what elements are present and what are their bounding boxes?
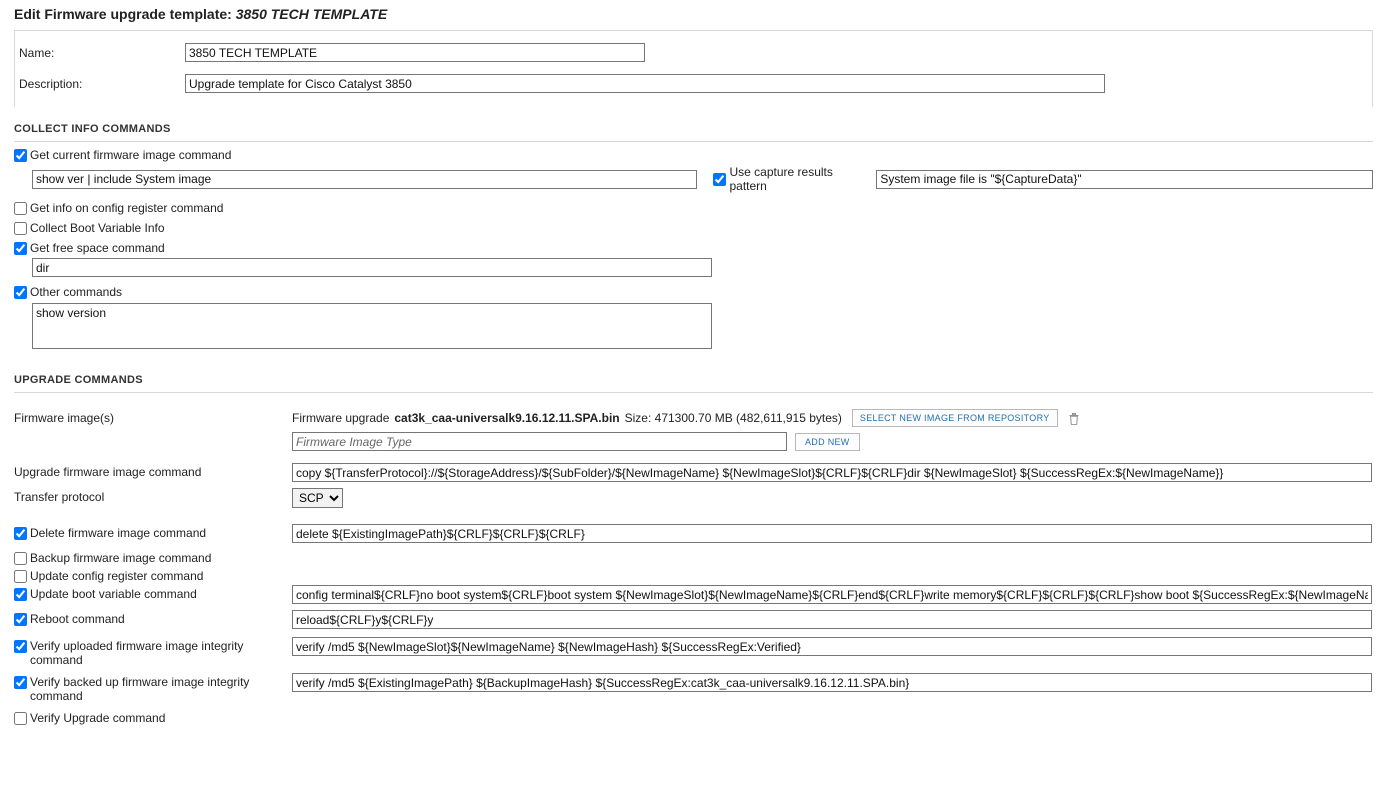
get-current-firmware-row (14, 148, 1373, 162)
upgrade-firmware-command-input[interactable] (292, 463, 1372, 482)
verify-uploaded-checkbox[interactable] (14, 640, 27, 653)
description-label: Description: (19, 76, 83, 91)
update-boot-variable-row (14, 585, 1373, 604)
other-commands-checkbox[interactable] (14, 286, 27, 299)
page-title-template-name: 3850 TECH TEMPLATE (235, 6, 388, 22)
firmware-images-label: Firmware image(s) (14, 411, 115, 425)
config-register-row (14, 201, 1373, 215)
backup-firmware-command-label-group (14, 549, 292, 565)
other-commands-row (14, 285, 1373, 299)
verify-backed-up-input[interactable] (292, 673, 1372, 692)
page-title (0, 0, 1387, 30)
reboot-command-checkbox[interactable] (14, 613, 27, 626)
verify-upgrade-label[interactable]: Verify Upgrade command (30, 711, 166, 725)
free-space-field-row (14, 258, 1373, 277)
reboot-command-row (14, 610, 1373, 629)
verify-uploaded-input[interactable] (292, 637, 1372, 656)
get-current-firmware-label[interactable]: Get current firmware image command (30, 148, 232, 162)
use-capture-results-label[interactable]: Use capture results pattern (729, 165, 833, 193)
transfer-protocol-label: Transfer protocol (14, 490, 105, 504)
upgrade-firmware-command-label: Upgrade firmware image command (14, 465, 202, 479)
firmware-image-size: Size: 471300.70 MB (482,611,915 bytes) (624, 411, 842, 425)
other-commands-label[interactable]: Other commands (30, 285, 123, 299)
update-boot-variable-checkbox[interactable] (14, 588, 27, 601)
delete-firmware-command-label[interactable]: Delete firmware image command (30, 526, 207, 540)
update-config-register-checkbox[interactable] (14, 570, 27, 583)
upgrade-section-title: UPGRADE COMMANDS (14, 374, 1373, 393)
select-new-image-button[interactable]: SELECT NEW IMAGE FROM REPOSITORY (852, 409, 1058, 427)
description-row (15, 72, 1372, 95)
reboot-command-label[interactable]: Reboot command (30, 612, 125, 626)
backup-firmware-command-checkbox[interactable] (14, 552, 27, 565)
other-commands-textarea[interactable] (32, 303, 712, 349)
delete-firmware-command-label-group (14, 524, 292, 540)
config-register-label[interactable]: Get info on config register command (30, 201, 224, 215)
update-config-register-label[interactable]: Update config register command (30, 569, 204, 583)
firmware-image-filename: cat3k_caa-universalk9.16.12.11.SPA.bin (394, 411, 620, 425)
verify-backed-up-label[interactable]: Verify backed up firmware image integrity command (30, 675, 250, 703)
reboot-command-label-group (14, 610, 292, 626)
name-label: Name: (19, 45, 55, 60)
collect-info-section (14, 148, 1373, 352)
verify-uploaded-label-group (14, 637, 292, 667)
verify-upgrade-checkbox[interactable] (14, 712, 27, 725)
backup-firmware-command-label[interactable]: Backup firmware image command (30, 551, 212, 565)
verify-backed-up-row (14, 673, 1373, 703)
update-boot-variable-label-group (14, 585, 292, 601)
free-space-row (14, 241, 1373, 255)
boot-variable-label[interactable]: Collect Boot Variable Info (30, 221, 165, 235)
verify-backed-up-checkbox[interactable] (14, 676, 27, 689)
transfer-protocol-row (14, 488, 1373, 508)
firmware-upgrade-prefix: Firmware upgrade (292, 411, 390, 425)
boot-variable-row (14, 221, 1373, 235)
name-input[interactable] (185, 43, 645, 62)
firmware-images-row (14, 409, 1373, 451)
get-current-firmware-command-input[interactable] (32, 170, 697, 189)
delete-firmware-command-row (14, 524, 1373, 543)
upgrade-firmware-command-row (14, 463, 1373, 482)
firmware-images-content (292, 409, 1080, 451)
update-config-register-row (14, 567, 1373, 583)
trash-icon[interactable] (1068, 412, 1080, 425)
name-row (15, 41, 1372, 64)
basic-info-panel (14, 30, 1373, 107)
verify-upgrade-row (14, 709, 1373, 725)
get-current-firmware-checkbox[interactable] (14, 149, 27, 162)
free-space-label[interactable]: Get free space command (30, 241, 165, 255)
update-config-register-label-group (14, 567, 292, 583)
verify-upgrade-label-group (14, 709, 292, 725)
update-boot-variable-input[interactable] (292, 585, 1372, 604)
verify-backed-up-label-group (14, 673, 292, 703)
firmware-image-entry (292, 409, 1080, 427)
add-new-button[interactable]: ADD NEW (795, 433, 860, 451)
update-boot-variable-label[interactable]: Update boot variable command (30, 587, 197, 601)
page-title-prefix: Edit Firmware upgrade template: (14, 6, 236, 22)
capture-pattern-group (713, 165, 1373, 193)
collect-info-section-title: COLLECT INFO COMMANDS (14, 123, 1373, 142)
config-register-checkbox[interactable] (14, 202, 27, 215)
verify-uploaded-row (14, 637, 1373, 667)
upgrade-section (14, 409, 1373, 725)
firmware-image-type-input[interactable] (292, 432, 787, 451)
backup-firmware-command-row (14, 549, 1373, 565)
delete-firmware-command-input[interactable] (292, 524, 1372, 543)
description-input[interactable] (185, 74, 1105, 93)
free-space-checkbox[interactable] (14, 242, 27, 255)
use-capture-results-checkbox[interactable] (713, 173, 726, 186)
transfer-protocol-select[interactable] (292, 488, 343, 508)
free-space-command-input[interactable] (32, 258, 712, 277)
firmware-type-row (292, 432, 1080, 451)
verify-uploaded-label[interactable]: Verify uploaded firmware image integrity command (30, 639, 244, 667)
reboot-command-input[interactable] (292, 610, 1372, 629)
capture-pattern-input[interactable] (876, 170, 1373, 189)
boot-variable-checkbox[interactable] (14, 222, 27, 235)
delete-firmware-command-checkbox[interactable] (14, 527, 27, 540)
get-current-firmware-field-row (14, 165, 1373, 193)
other-commands-field-row (14, 303, 1373, 352)
